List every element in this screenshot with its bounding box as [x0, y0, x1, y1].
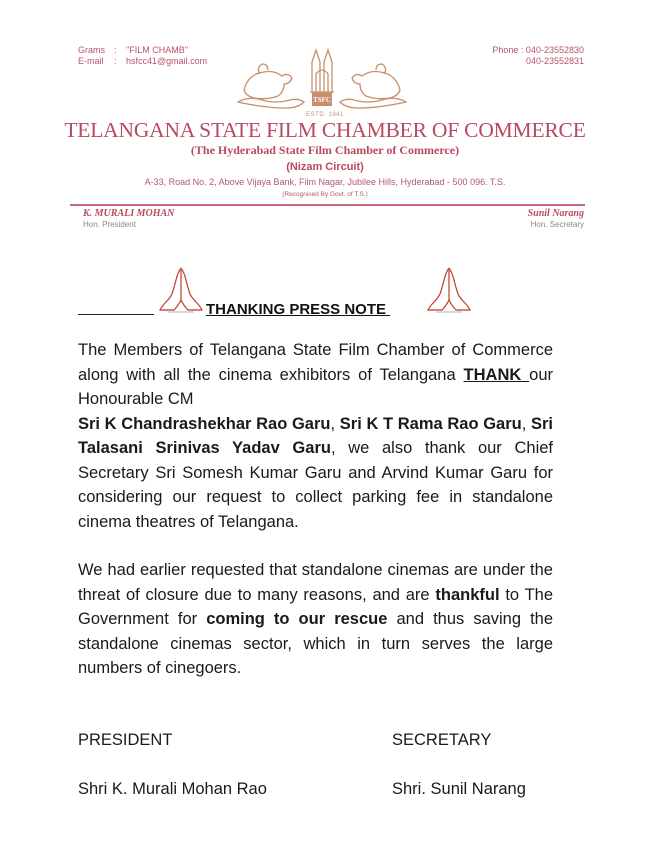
divider: [70, 204, 585, 206]
svg-text:TSFC: TSFC: [313, 96, 331, 104]
text: We had earlier requested that standalone cinemas are under the threat of closure due to many reasons, and are: [78, 561, 553, 604]
chamber-logo-icon: [232, 40, 412, 116]
grams-label: Grams: [78, 45, 105, 55]
name-cm: Sri K Chandrashekhar Rao Garu: [78, 414, 331, 433]
rescue-emphasis: coming to our rescue: [206, 610, 388, 628]
officer-president: [83, 208, 174, 229]
thankful-emphasis: thankful: [435, 585, 500, 604]
email-label: E-mail: [78, 56, 104, 66]
text: ,: [521, 414, 531, 433]
officer-role: Hon. Secretary: [530, 220, 584, 229]
text: our Honourable CM: [78, 365, 553, 408]
text: ,: [330, 414, 340, 433]
blank-underline: [78, 314, 154, 315]
grams-value: "FILM CHAMB": [126, 45, 188, 55]
text: , we also thank our Chief Secretary Sri Somesh Kumar Garu and Arvind Kumar Garu for considering our request to collect parking fee in standalone cinema theatres of Telangana.: [78, 439, 553, 531]
signature-title-secretary: SECRETARY: [392, 731, 492, 749]
signature-name-secretary: Shri. Sunil Narang: [392, 780, 526, 798]
paragraph-rescue: [78, 558, 553, 681]
officer-role: Hon. President: [83, 220, 136, 229]
address: A-33, Road No. 2, Above Vijaya Bank, Film Nagar, Jubilee Hills, Hyderabad - 500 096. T.S.: [144, 177, 506, 187]
phone-2: 040-23552831: [525, 56, 584, 66]
text: and thus saving the standalone cinemas sector, which in turn serves the large numbers of cinegoers.: [78, 610, 554, 677]
name-talasani: Sri Talasani Srinivas Yadav Garu: [78, 414, 554, 457]
name-ktr: Sri K T Rama Rao Garu: [339, 414, 522, 433]
separator: :: [114, 45, 117, 55]
contact-info: [78, 45, 207, 67]
text: to The Government for: [78, 585, 553, 628]
press-note-heading: [78, 266, 498, 322]
officer-secretary: [528, 208, 584, 229]
officer-name: Sunil Narang: [527, 208, 584, 219]
organization-subtitle: (The Hyderabad State Film Chamber of Commerce): [190, 143, 460, 157]
thank-emphasis: THANK: [463, 365, 530, 384]
phone-info: [492, 45, 584, 67]
signature-title-president: PRESIDENT: [78, 731, 173, 749]
circuit-name: (Nizam Circuit): [286, 161, 364, 173]
email-row: [78, 56, 207, 67]
heading-text: THANKING PRESS NOTE: [206, 301, 391, 318]
praying-hands-icon: [426, 266, 472, 314]
organization-title: TELANGANA STATE FILM CHAMBER OF COMMERCE: [64, 118, 586, 142]
phone-1: Phone : 040-23552830: [492, 45, 584, 55]
recognition: (Recognised By Govt. of T.S.): [282, 191, 368, 198]
email-value: hsfcc41@gmail.com: [126, 56, 208, 66]
separator: :: [114, 56, 117, 66]
text: The Members of Telangana State Film Chamber of Commerce along with all the cinema exhibitors of Telangana: [78, 341, 553, 384]
signature-name-president: Shri K. Murali Mohan Rao: [78, 780, 267, 798]
officer-name: K. MURALI MOHAN: [83, 208, 175, 219]
paragraph-thanks: [78, 338, 553, 534]
established-year: ESTD. 1941: [306, 112, 344, 118]
praying-hands-icon: [158, 266, 204, 314]
grams-row: [78, 45, 207, 56]
